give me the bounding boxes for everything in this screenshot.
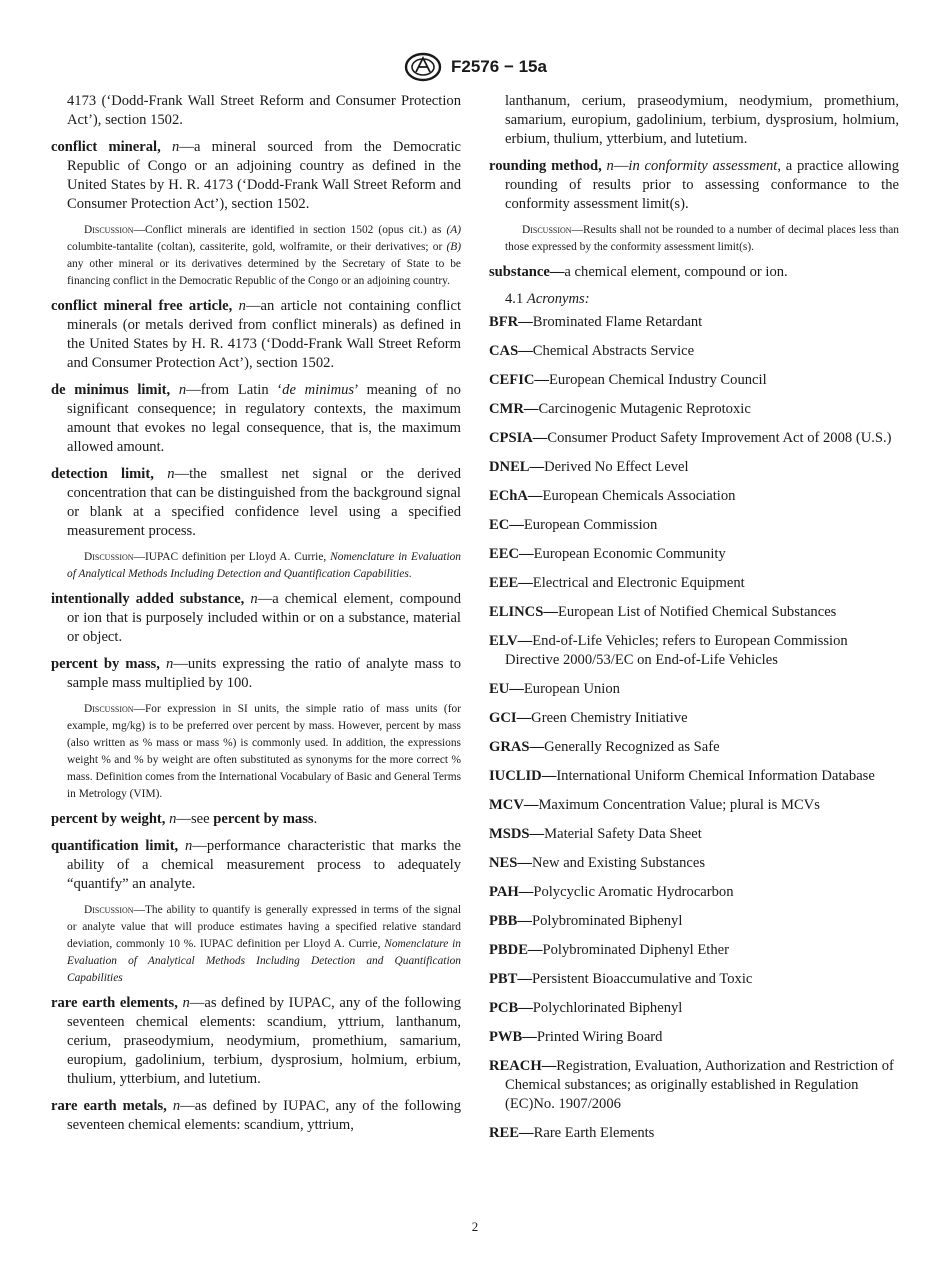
definition-text: —a mineral sourced from the Democratic Republic of Congo or an adjoining country as defined in the United States by H. R. 4173 (‘Dodd-Frank Wall Street Reform and Consumer Protection Act’), section 1502. (67, 139, 461, 212)
acronym: CAS— (489, 343, 533, 359)
continued-text: lanthanum, cerium, praseodymium, neodymium, promethium, samarium, europium, gadolinium, terbium, dysprosium, holmium, erbium, thulium, ytterbium, and lutetium. (505, 93, 899, 147)
acronym-item (489, 1057, 899, 1114)
discussion-text: columbite-tantalite (coltan), cassiterite, gold, wolframite, or their derivatives; or (67, 241, 447, 253)
definition-conflict-mineral (51, 138, 461, 214)
acronym: IUCLID— (489, 768, 557, 784)
acronym-item (489, 603, 899, 622)
discussion-note (51, 549, 461, 583)
acronym-item (489, 1028, 899, 1047)
acronym-expansion: European Economic Community (533, 546, 726, 562)
acronym-item (489, 487, 899, 506)
acronym-item (489, 825, 899, 844)
cross-reference: percent by mass (213, 811, 314, 827)
term: conflict mineral, (51, 139, 161, 155)
acronym: MSDS— (489, 826, 545, 842)
acronym-item (489, 941, 899, 960)
acronym-expansion: Polybrominated Diphenyl Ether (542, 942, 729, 958)
acronym-expansion: End-of-Life Vehicles; refers to European Commission Directive 2000/53/EC on End-of-Life Vehicles (505, 633, 848, 668)
definition-text: , a practice allowing rounding of results prior to assessing conformance to the conformity assessment limit(s). (505, 158, 900, 212)
definition-text: —a chemical element, compound or ion that is purposely included within or on a substance, material or object. (67, 591, 461, 645)
definition-text: —units expressing the ratio of analyte mass to sample mass multiplied by 100. (67, 656, 461, 691)
acronym: PWB— (489, 1029, 537, 1045)
acronym: PAH— (489, 884, 534, 900)
definition-text: a chemical element, compound or ion. (564, 264, 788, 280)
discussion-text: . (408, 568, 412, 580)
acronym-expansion: Derived No Effect Level (544, 459, 689, 475)
acronym: PCB— (489, 1000, 533, 1016)
acronym-item (489, 545, 899, 564)
definition-text: — (613, 158, 629, 174)
acronym: MCV— (489, 797, 539, 813)
part-of-speech: n (250, 591, 258, 607)
acronym-expansion: New and Existing Substances (531, 855, 706, 871)
discussion-text: —For expression in SI units, the simple ratio of mass units (for example, mg/kg) is to be preferred over percent by mass. However, percent by mass (also written as % mass or mass %) is commonly used. In addition, the expressions weight % and % by weight are often substituted as synonyms for the more correct % mass. Definition comes from the International Vocabulary of Basic and General Terms in Metrology (VIM). (67, 703, 461, 800)
term: detection limit, (51, 466, 154, 482)
discussion-text: —IUPAC definition per Lloyd A. Currie, (133, 551, 331, 563)
acronym-item (489, 738, 899, 757)
definition-intentionally-added-substance (51, 590, 461, 647)
acronym-item (489, 371, 899, 390)
acronym-expansion: European Union (523, 681, 620, 697)
part-of-speech: n (166, 656, 174, 672)
acronym-expansion: Printed Wiring Board (536, 1029, 663, 1045)
right-column (489, 92, 899, 1153)
acronym-item (489, 970, 899, 989)
acronym: ELV— (489, 633, 533, 649)
definition-text: —see (176, 811, 214, 827)
acronym-item (489, 709, 899, 728)
acronym-item (489, 458, 899, 477)
acronym: GCI— (489, 710, 532, 726)
discussion-mark: (A) (446, 224, 461, 236)
acronym-expansion: European Chemicals Association (542, 488, 736, 504)
page-header (0, 50, 950, 84)
definition-text: —the smallest net signal or the derived concentration that can be distinguished from the background signal or blank at a specified confidence level using a specified measurement process. (67, 466, 461, 539)
term: intentionally added substance, (51, 591, 245, 607)
acronym: PBDE— (489, 942, 543, 958)
part-of-speech: n (172, 139, 180, 155)
acronym-item (489, 1124, 899, 1143)
section-title: Acronyms: (526, 291, 590, 307)
term: quantification limit, (51, 838, 179, 854)
definition-rare-earth-elements (51, 994, 461, 1089)
acronym-expansion: Carcinogenic Mutagenic Reprotoxic (538, 401, 751, 417)
acronym-item (489, 854, 899, 873)
acronym-item (489, 516, 899, 535)
acronym-expansion: Material Safety Data Sheet (544, 826, 702, 842)
part-of-speech: n (606, 158, 614, 174)
discussion-text: —Results shall not be rounded to a number of decimal places less than those expressed by the conformity assessment limit(s). (505, 224, 899, 253)
part-of-speech: n (169, 811, 177, 827)
definition-rounding-method (489, 157, 899, 214)
acronym-item (489, 574, 899, 593)
definition-text: —performance characteristic that marks the ability of a chemical measurement process to adequately “quantify” an analyte. (67, 838, 462, 892)
part-of-speech: n (172, 1098, 181, 1114)
acronym: REACH— (489, 1058, 557, 1074)
definition-italic: in conformity assessment (628, 158, 778, 174)
term: rounding method, (489, 158, 602, 174)
continued-text: 4173 (‘Dodd-Frank Wall Street Reform and Consumer Protection Act’), section 1502. (67, 93, 461, 128)
term: de minimus limit, (51, 382, 171, 398)
acronym-expansion: Polycyclic Aromatic Hydrocarbon (533, 884, 734, 900)
section-heading-acronyms (489, 290, 899, 309)
part-of-speech: n (182, 995, 190, 1011)
part-of-speech: n (167, 466, 175, 482)
definition-italic: de minimus (282, 382, 355, 398)
definition-substance (489, 263, 899, 282)
definition-text: . (313, 811, 318, 827)
acronym-expansion: Polybrominated Biphenyl (531, 913, 683, 929)
discussion-citation: Nomenclature in Evaluation of Analytical Methods Including Detection and Quantification Capabilities (67, 551, 462, 580)
definition-text: ’ meaning of no significant consequence; in regulatory contexts, the maximum amount that evokes no legal consequence, that is, the maximum allowed amount. (67, 382, 461, 455)
discussion-note (51, 902, 461, 987)
acronym: ELINCS— (489, 604, 558, 620)
definition-text: —from Latin ‘ (186, 382, 283, 398)
acronym: DNEL— (489, 459, 545, 475)
acronym-expansion: European List of Notified Chemical Substances (557, 604, 837, 620)
acronym-item (489, 313, 899, 332)
definition-rare-earth-metals (51, 1097, 461, 1135)
acronym-expansion: Chemical Abstracts Service (532, 343, 695, 359)
acronym-expansion: Rare Earth Elements (533, 1125, 655, 1141)
discussion-label: Discussion (522, 224, 572, 236)
discussion-note (51, 701, 461, 803)
acronym-item (489, 632, 899, 670)
term: percent by mass, (51, 656, 160, 672)
definition-text: —an article not containing conflict minerals (or metals derived from conflict minerals) as defined in the United States by H. R. 4173 (‘Dodd-Frank Wall Street Reform and Consumer Protection Act’), section 1502. (67, 298, 461, 371)
acronym-expansion: Registration, Evaluation, Authorization and Restriction of Chemical substances; as originally established in Regulation (EC)No. 1907/2006 (505, 1058, 894, 1112)
part-of-speech: n (178, 382, 187, 398)
term: substance— (489, 264, 565, 280)
definition-de-minimus-limit (51, 381, 461, 457)
discussion-note (51, 222, 461, 290)
term: conflict mineral free article, (51, 298, 233, 314)
discussion-note (489, 222, 899, 256)
acronym-expansion: European Chemical Industry Council (549, 372, 767, 388)
acronym-expansion: Green Chemistry Initiative (531, 710, 688, 726)
acronym: REE— (489, 1125, 534, 1141)
acronym: EChA— (489, 488, 543, 504)
definition-conflict-free-article (51, 297, 461, 373)
acronym-expansion: Brominated Flame Retardant (532, 314, 703, 330)
acronym: EEE— (489, 575, 533, 591)
acronym-item (489, 912, 899, 931)
acronym-item (489, 883, 899, 902)
acronym: PBT— (489, 971, 532, 987)
acronym: CPSIA— (489, 430, 548, 446)
standard-designation: F2576 − 15a (451, 57, 547, 76)
acronym: NES— (489, 855, 532, 871)
definition-quantification-limit (51, 837, 461, 894)
acronym-item (489, 342, 899, 361)
discussion-mark: (B) (446, 241, 461, 253)
discussion-text: —The ability to quantify is generally expressed in terms of the signal or analyte value that will produce estimates having a specified relative standard deviation, commonly 10 %. IUPAC definition per Lloyd A. Currie, (67, 904, 461, 950)
left-column (51, 92, 461, 1143)
definition-detection-limit (51, 465, 461, 541)
term: percent by weight, (51, 811, 166, 827)
acronym: EC— (489, 517, 524, 533)
acronym-item (489, 796, 899, 815)
definition-percent-by-weight (51, 810, 461, 829)
acronym-expansion: Polychlorinated Biphenyl (532, 1000, 683, 1016)
discussion-label: Discussion (84, 904, 134, 916)
acronym-list (489, 313, 899, 1143)
term: rare earth elements, (51, 995, 178, 1011)
acronym-expansion: Maximum Concentration Value; plural is MCVs (538, 797, 820, 813)
part-of-speech: n (185, 838, 193, 854)
acronym-expansion: International Uniform Chemical Information Database (556, 768, 875, 784)
acronym-expansion: Generally Recognized as Safe (544, 739, 720, 755)
discussion-label: Discussion (84, 703, 134, 715)
acronym-expansion: Consumer Product Safety Improvement Act of 2008 (U.S.) (547, 430, 892, 446)
discussion-text: —Conflict minerals are identified in section 1502 (opus cit.) as (133, 224, 447, 236)
definition-text: —as defined by IUPAC, any of the following seventeen chemical elements: scandium, yttrium, (67, 1098, 462, 1133)
acronym-item (489, 999, 899, 1018)
discussion-label: Discussion (84, 551, 134, 563)
acronym: GRAS— (489, 739, 545, 755)
part-of-speech: n (238, 298, 246, 314)
discussion-citation: Nomenclature in Evaluation of Analytical Methods Including Detection and Quantification Capabilities (67, 938, 461, 984)
astm-logo-icon (403, 52, 443, 82)
discussion-label: Discussion (84, 224, 134, 236)
acronym-expansion: Electrical and Electronic Equipment (532, 575, 745, 591)
acronym: CMR— (489, 401, 539, 417)
acronym-item (489, 767, 899, 786)
acronym-expansion: Persistent Bioaccumulative and Toxic (531, 971, 753, 987)
acronym: PBB— (489, 913, 532, 929)
definition-percent-by-mass (51, 655, 461, 693)
acronym-item (489, 680, 899, 699)
acronym-expansion: European Commission (523, 517, 658, 533)
page-number: 2 (471, 1219, 479, 1234)
acronym-item (489, 400, 899, 419)
section-number: 4.1 (505, 291, 524, 307)
acronym: EU— (489, 681, 524, 697)
acronym-item (489, 429, 899, 448)
definition-text: —as defined by IUPAC, any of the following seventeen chemical elements: scandium, yttrium, lanthanum, cerium, praseodymium, neodymium, promethium, samarium, europium, gadolinium, terbium, dysprosium, holmium, erbium, thulium, ytterbium, and lutetium. (67, 995, 462, 1087)
discussion-text: any other mineral or its derivatives determined by the Secretary of State to be financing conflict in the Democratic Republic of the Congo or an adjoining country. (67, 258, 461, 287)
acronym: EEC— (489, 546, 534, 562)
acronym: BFR— (489, 314, 533, 330)
acronym: CEFIC— (489, 372, 549, 388)
term: rare earth metals, (51, 1098, 167, 1114)
